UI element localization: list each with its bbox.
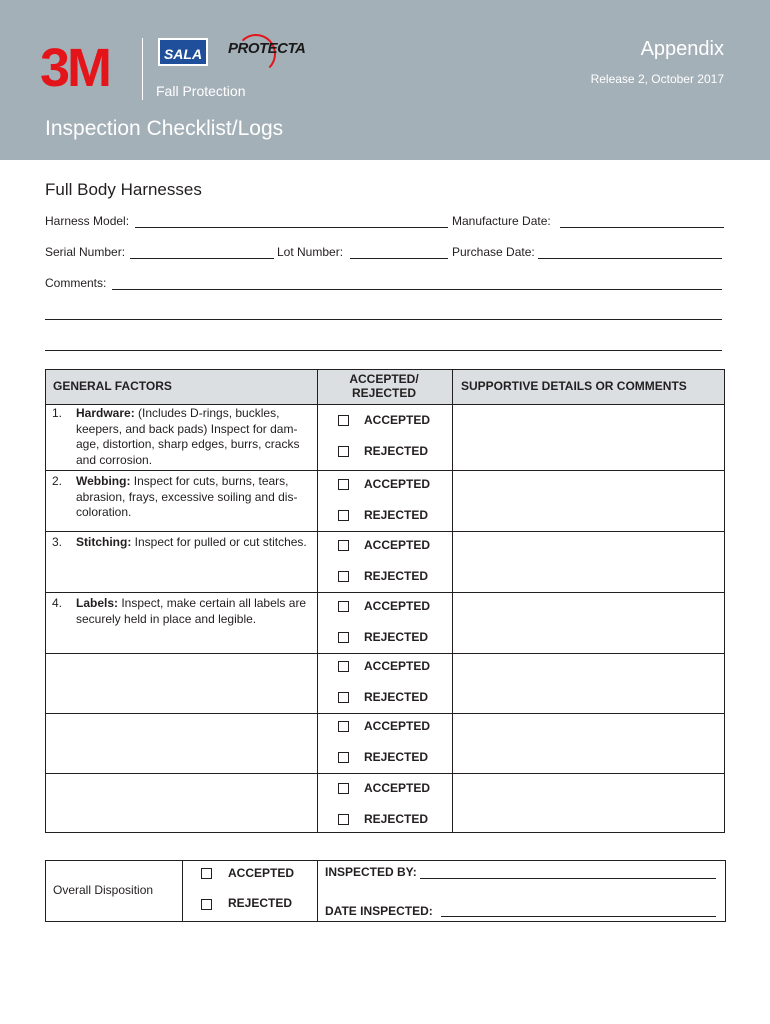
rejected-checkbox[interactable] — [338, 692, 349, 703]
harness-model-label: Harness Model: — [45, 214, 130, 228]
blank-factor-cell[interactable] — [46, 654, 317, 713]
rejected-checkbox[interactable] — [338, 510, 349, 521]
item-description: Inspect for pulled or cut stitches. — [131, 535, 307, 549]
harness-model-field[interactable] — [135, 227, 448, 228]
manufacture-date-label: Manufacture Date: — [452, 214, 551, 228]
inspection-table — [45, 369, 725, 833]
rejected-checkbox[interactable] — [338, 571, 349, 582]
appendix-label: Appendix — [640, 38, 724, 60]
item-title: Webbing: — [76, 474, 131, 488]
lot-number-field[interactable] — [350, 258, 448, 259]
overall-disposition-label: Overall Disposition — [53, 883, 154, 897]
serial-number-field[interactable] — [130, 258, 274, 259]
comments-field[interactable] — [112, 289, 722, 290]
accepted-label: ACCEPTED — [364, 781, 431, 795]
accepted-label: ACCEPTED — [364, 719, 431, 733]
item-number: 4. — [52, 596, 63, 610]
column-divider — [182, 861, 183, 921]
disposition-rejected-label: REJECTED — [228, 896, 293, 910]
logo-divider — [142, 38, 143, 100]
disposition-rejected-checkbox[interactable] — [201, 899, 212, 910]
rejected-checkbox[interactable] — [338, 632, 349, 643]
accepted-checkbox[interactable] — [338, 540, 349, 551]
rejected-label: REJECTED — [364, 690, 429, 704]
column-divider — [317, 861, 318, 921]
rejected-label: REJECTED — [364, 508, 429, 522]
accepted-checkbox[interactable] — [338, 601, 349, 612]
purchase-date-label: Purchase Date: — [452, 245, 535, 259]
blank-factor-cell[interactable] — [46, 774, 317, 832]
header-band — [0, 0, 770, 160]
item-description: (Includes D-rings, buckles, keepers, and back pads) Inspect for dam-age, distortion, sharp edges, burrs, cracks and corrosion. — [76, 406, 300, 467]
manufacture-date-field[interactable] — [560, 227, 724, 228]
header-general-factors: GENERAL FACTORS — [53, 379, 172, 393]
accepted-label: ACCEPTED — [364, 538, 431, 552]
column-divider — [317, 370, 318, 832]
rejected-checkbox[interactable] — [338, 446, 349, 457]
overall-disposition-box — [45, 860, 726, 922]
accepted-label: ACCEPTED — [364, 599, 431, 613]
date-inspected-label: DATE INSPECTED: — [325, 904, 433, 918]
item-title: Hardware: — [76, 406, 135, 420]
accepted-checkbox[interactable] — [338, 783, 349, 794]
accepted-checkbox[interactable] — [338, 415, 349, 426]
header-accepted-rejected: ACCEPTED/ REJECTED — [349, 372, 419, 400]
accepted-checkbox[interactable] — [338, 721, 349, 732]
details-cell[interactable] — [453, 404, 724, 470]
accepted-label: ACCEPTED — [364, 659, 431, 673]
item-description: Inspect, make certain all labels are securely held in place and legible. — [76, 596, 307, 626]
item-number: 1. — [52, 406, 63, 420]
inspected-by-field[interactable] — [420, 878, 716, 879]
purchase-date-field[interactable] — [538, 258, 722, 259]
section-title: Full Body Harnesses — [45, 180, 202, 199]
release-info: Release 2, October 2017 — [590, 72, 724, 86]
item-number: 3. — [52, 535, 63, 549]
rejected-checkbox[interactable] — [338, 752, 349, 763]
rejected-label: REJECTED — [364, 630, 429, 644]
rejected-label: REJECTED — [364, 444, 429, 458]
item-description: Inspect for cuts, burns, tears, abrasion, frays, excessive soiling and dis-coloration. — [76, 474, 298, 519]
comments-line-3[interactable] — [45, 350, 722, 351]
accepted-checkbox[interactable] — [338, 661, 349, 672]
serial-number-label: Serial Number: — [45, 245, 126, 259]
division-name: Fall Protection — [156, 83, 246, 99]
3m-logo: 3M — [40, 38, 110, 98]
comments-line-2[interactable] — [45, 319, 722, 320]
date-inspected-field[interactable] — [441, 916, 716, 917]
header-supportive-details: SUPPORTIVE DETAILS OR COMMENTS — [461, 379, 687, 393]
disposition-accepted-label: ACCEPTED — [228, 866, 295, 880]
details-cell[interactable] — [453, 532, 724, 592]
accepted-label: ACCEPTED — [364, 413, 431, 427]
item-number: 2. — [52, 474, 63, 488]
details-cell[interactable] — [453, 471, 724, 531]
lot-number-label: Lot Number: — [277, 245, 344, 259]
item-title: Labels: — [76, 596, 119, 610]
rejected-checkbox[interactable] — [338, 814, 349, 825]
inspected-by-label: INSPECTED BY: — [325, 865, 417, 879]
details-cell[interactable] — [453, 774, 724, 832]
accepted-checkbox[interactable] — [338, 479, 349, 490]
item-title: Stitching: — [76, 535, 132, 549]
rejected-label: REJECTED — [364, 569, 429, 583]
comments-label: Comments: — [45, 276, 107, 290]
disposition-accepted-checkbox[interactable] — [201, 868, 212, 879]
details-cell[interactable] — [453, 593, 724, 653]
rejected-label: REJECTED — [364, 750, 429, 764]
protecta-logo: PROTECTA — [228, 40, 306, 57]
details-cell[interactable] — [453, 714, 724, 773]
details-cell[interactable] — [453, 654, 724, 713]
sala-logo: SALA — [158, 38, 208, 66]
page-title: Inspection Checklist/Logs — [45, 117, 284, 140]
rejected-label: REJECTED — [364, 812, 429, 826]
accepted-label: ACCEPTED — [364, 477, 431, 491]
blank-factor-cell[interactable] — [46, 714, 317, 773]
